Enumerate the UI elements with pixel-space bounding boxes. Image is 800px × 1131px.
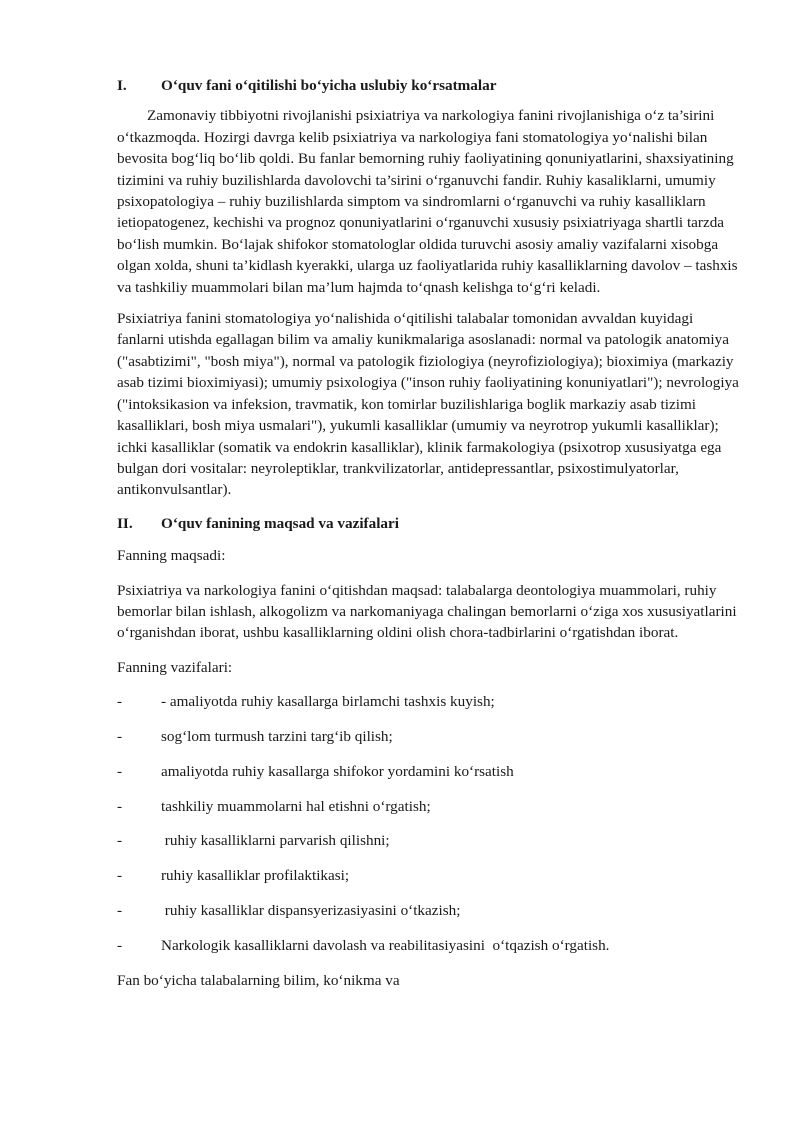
goal-label: Fanning maqsadi: bbox=[117, 547, 226, 565]
list-dash: - bbox=[117, 797, 123, 815]
list-item-text: ruhiy kasalliklar dispansyerizasiyasini o‘tkazish; bbox=[161, 901, 461, 919]
list-item bbox=[117, 830, 741, 851]
document-page bbox=[117, 75, 741, 1001]
list-dash: - bbox=[117, 693, 123, 711]
list-item bbox=[117, 691, 741, 712]
list-dash: - bbox=[117, 727, 123, 745]
list-dash: - bbox=[117, 832, 123, 850]
list-item bbox=[117, 900, 741, 921]
section-2-heading bbox=[117, 513, 741, 534]
list-item-text: amaliyotda ruhiy kasallarga shifokor yordamini ko‘rsatish bbox=[161, 762, 514, 780]
section-1-title: O‘quv fani o‘qitilishi bo‘yicha uslubiy ko‘rsatmalar bbox=[161, 77, 497, 94]
section-1-paragraph-1: Zamonaviy tibbiyotni rivojlanishi psixiatriya va narkologiya fanini rivojlanishiga o‘z ta’sirini o‘tkazmoqda. Hozirgi davrga kelib psixiatriya va narkologiya fani stomatologiya yo‘nalishi bilan bevosita bog‘liq bo‘lib qoldi. Bu fanlar bemorning ruhiy faoliyatining qonuniyatlarini, shaxsiyatining tizimini va ruhiy buzilishlarda davolovchi ta’sirini o‘rganuvchi fandir. Ruhiy kasaliklarni, umumiy psixopatologiya – ruhiy buzilishlarda simptom va sindromlarni o‘rganuvchi va ruhiy kasalliklarn ietiopatogenez, kechishi va prognoz qonuniyatlarini o‘rganuvchi xususiy psixiatriyaga shartli tarzda bo‘lish mumkin. Bo‘lajak shifokor stomatologlar oldida turuvchi asosiy amaliy vazifalarni xisobga olgan xolda, shuni ta’kidlash kyerakki, ularga uz faoliyatlarida ruhiy kasalliklarning davolov – tashxis va tashkiliy muammolari bilan ma’lum hajmda to‘qnash kelishga to‘g‘ri keladi. bbox=[117, 107, 738, 296]
list-item bbox=[117, 761, 741, 782]
list-item-text: ruhiy kasalliklar profilaktikasi; bbox=[161, 867, 350, 885]
section-1-heading bbox=[117, 75, 741, 96]
list-item-text: - amaliyotda ruhiy kasallarga birlamchi tashxis kuyish; bbox=[161, 693, 495, 711]
tasks-list bbox=[117, 691, 741, 956]
goal-text: Psixiatriya va narkologiya fanini o‘qitishdan maqsad: talabalarga deontologiya muammolari, ruhiy bemorlar bilan ishlash, alkogolizm va narkomaniyaga chalingan bemorlarni o‘ziga xos xususiyatlarini o‘rganishdan iborat, ushbu kasalliklarning oldini olish chora-tadbirlarini o‘rgatishdan iborat. bbox=[117, 581, 737, 642]
list-item-text: sog‘lom turmush tarzini targ‘ib qilish; bbox=[161, 727, 393, 745]
section-2-title: O‘quv fanining maqsad va vazifalari bbox=[161, 514, 399, 532]
list-item bbox=[117, 726, 741, 747]
list-dash: - bbox=[117, 762, 123, 780]
section-2-number: II. bbox=[117, 514, 133, 532]
section-1-paragraph-2: Psixiatriya fanini stomatologiya yo‘nalishida o‘qitilishi talabalar tomonidan avvaldan kuyidagi fanlarni utishda egallagan bilim va amaliy kunikmalariga asoslanadi: normal va patologik anatomiya ("asabtizimi", "bosh miya"), normal va patologik fiziologiya (neyrofiziologiya); bioximiya (markaziy asab tizimi bioximiyasi); umumiy psixologiya ("inson ruhiy faoliyatining konuniyatlari"); nevrologiya ("intoksikasion va infeksion, travmatik, kon tomirlar buzilishlariga boglik markaziy asab tizimi kasalliklari, bosh miya usmalari"), yukumli kasalliklar (umumiy va neyrotrop yukumli kasalliklar); ichki kasalliklar (somatik va endokrin kasalliklar), klinik farmakologiya (psixotrop xususiyatga ega bulgan dori vositalar: neyroleptiklar, trankvilizatorlar, antidepressantlar, psixostimulyatorlar, antikonvulsantlar). bbox=[117, 310, 739, 499]
list-item-text: ruhiy kasalliklarni parvarish qilishni; bbox=[161, 832, 390, 850]
tasks-label: Fanning vazifalari: bbox=[117, 658, 233, 676]
section-1-number: I. bbox=[117, 77, 127, 94]
closing-text: Fan bo‘yicha talabalarning bilim, ko‘nikma va bbox=[117, 971, 400, 989]
list-item bbox=[117, 865, 741, 886]
list-dash: - bbox=[117, 867, 123, 885]
list-item-text: Narkologik kasalliklarni davolash va reabilitasiyasini o‘tqazish o‘rgatish. bbox=[161, 936, 610, 954]
list-dash: - bbox=[117, 936, 123, 954]
list-item-text: tashkiliy muammolarni hal etishni o‘rgatish; bbox=[161, 797, 431, 815]
list-item bbox=[117, 935, 741, 956]
list-dash: - bbox=[117, 901, 123, 919]
list-item bbox=[117, 796, 741, 817]
